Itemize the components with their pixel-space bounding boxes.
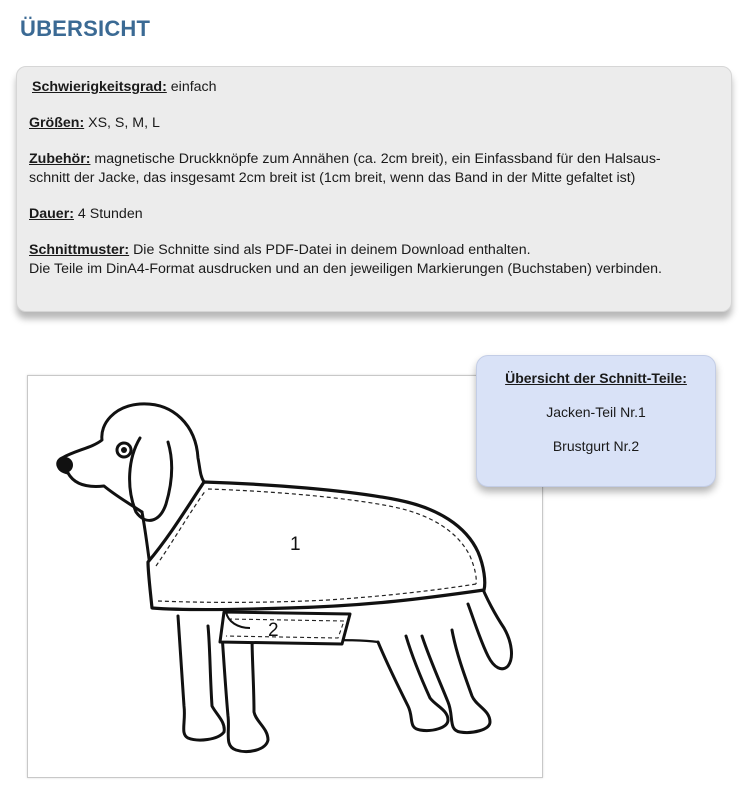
pattern-label: Schnittmuster: xyxy=(29,242,130,258)
difficulty-label: Schwierigkeitsgrad: xyxy=(32,79,167,95)
parts-overview-title: Übersicht der Schnitt-Teile: xyxy=(505,370,687,386)
pattern-row xyxy=(29,241,723,279)
accessories-value-line2: schnitt der Jacke, das insgesamt 2cm breit ist (1cm breit, wenn das Band in der Mitte gefaltet ist) xyxy=(29,170,636,186)
sizes-label: Größen: xyxy=(29,115,85,131)
accessories-value-line1: magnetische Druckknöpfe zum Annähen (ca. 2cm breit), ein Einfassband für den Halsaus- xyxy=(94,151,661,167)
accessories-label: Zubehör: xyxy=(29,151,91,167)
info-box xyxy=(16,66,732,312)
duration-label: Dauer: xyxy=(29,206,74,222)
parts-item-chest-strap: Brustgurt Nr.2 xyxy=(552,438,640,454)
dog-jacket-drawing xyxy=(28,376,544,779)
page-title: ÜBERSICHT xyxy=(20,16,151,41)
pattern-value-line2: Die Teile im DinA4-Format ausdrucken und an den jeweiligen Markierungen (Buchstaben) verbinden. xyxy=(29,261,662,277)
difficulty-row xyxy=(32,78,723,97)
accessories-row xyxy=(29,150,723,188)
duration-row xyxy=(29,205,723,224)
sizes-row xyxy=(29,114,723,133)
dog-ear-outline xyxy=(130,438,172,520)
sizes-value: XS, S, M, L xyxy=(88,115,160,131)
pattern-value-line1: Die Schnitte sind als PDF-Datei in deinem Download enthalten. xyxy=(133,242,531,258)
difficulty-value: einfach xyxy=(170,79,217,95)
chest-strap-part-2-outline xyxy=(220,612,350,644)
dog-hind-leg-right xyxy=(422,630,490,733)
dog-front-leg-right xyxy=(222,634,268,752)
dog-tail-outline xyxy=(468,582,511,669)
duration-value: 4 Stunden xyxy=(77,206,143,222)
dog-nose-icon xyxy=(57,457,73,473)
jacket-part-number: 1 xyxy=(290,534,301,555)
parts-item-jacket: Jacken-Teil Nr.1 xyxy=(546,404,646,420)
dog-hind-leg-left xyxy=(378,636,448,731)
chest-strap-part-number: 2 xyxy=(268,620,279,641)
dog-jacket-illustration xyxy=(27,375,543,778)
dog-front-leg-left xyxy=(178,616,224,740)
parts-overview-box xyxy=(476,355,716,487)
